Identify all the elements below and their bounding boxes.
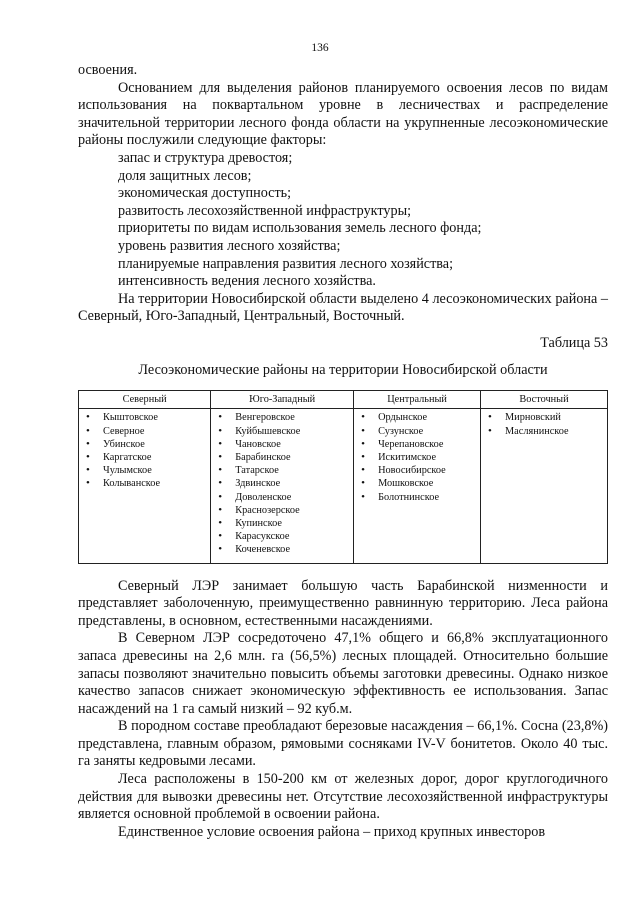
list-item: • Купинское — [213, 517, 351, 530]
body-paragraph: Северный ЛЭР занимает большую часть Барабинской низменности и представляет заболоченную, преимущественно равнинную территорию. Леса района представлены, в основном, естественными насаждениями. — [78, 577, 608, 629]
factor-item: запас и структура древостоя; — [118, 149, 293, 166]
list-item: • Черепановское — [356, 438, 478, 451]
list-item: • Татарское — [213, 464, 351, 477]
top-fragment: освоения. — [78, 62, 138, 78]
table-cell — [211, 409, 354, 563]
list-item: • Колыванское — [81, 477, 208, 490]
column-header: Центральный — [354, 391, 481, 409]
list-item: • Доволенское — [213, 491, 351, 504]
list-item: • Каргатское — [81, 451, 208, 464]
list-item: • Чулымское — [81, 464, 208, 477]
list-item: • Чановское — [213, 438, 351, 451]
factor-item: уровень развития лесного хозяйства; — [118, 237, 341, 254]
body-paragraph: В породном составе преобладают березовые насаждения – 66,1%. Сосна (23,8%) представлена, главным образом, рямовыми сосняками IV-V бонитетов. Около 40 тыс. га заняты кедровыми лесами. — [78, 718, 608, 770]
list-item: • Карасукское — [213, 530, 351, 543]
list-item: • Болотнинское — [356, 491, 478, 504]
list-item: • Северное — [81, 425, 208, 438]
list-item: • Мирновский — [483, 411, 605, 424]
list-item: • Маслянинское — [483, 425, 605, 438]
table-row — [79, 409, 608, 563]
body-paragraph: Леса расположены в 150-200 км от железных дорог, дорог круглогодичного действия для вывозки древесины нет. Отсутствие лесохозяйственной инфраструктуры является основной проблемой в освоении района. — [78, 771, 608, 823]
factor-item: планируемые направления развития лесного хозяйства; — [118, 255, 454, 272]
page-content — [78, 62, 608, 841]
factor-item: доля защитных лесов; — [118, 167, 252, 184]
regions-paragraph: На территории Новосибирской области выделено 4 лесоэкономических района – Северный, Юго-Западный, Центральный, Восточный. — [78, 290, 608, 325]
factor-item: развитость лесохозяйственной инфраструктуры; — [118, 202, 412, 219]
page-number: 136 — [311, 42, 329, 54]
list-item: • Ордынское — [356, 411, 478, 424]
list-item: • Куйбышевское — [213, 425, 351, 438]
list-item: • Краснозерское — [213, 504, 351, 517]
factor-item: интенсивность ведения лесного хозяйства. — [118, 273, 376, 290]
list-item: • Здвинское — [213, 477, 351, 490]
list-item: • Искитимское — [356, 451, 478, 464]
list-item: • Убинское — [81, 438, 208, 451]
table-number: Таблица 53 — [540, 334, 608, 351]
list-item: • Коченевское — [213, 543, 351, 556]
intro-paragraph: Основанием для выделения районов планируемого освоения лесов по видам использования на поквартальном уровне в лесничествах и распределение значительной территории лесного фонда области на укрупненные лесоэкономические районы послужили следующие факторы: — [78, 79, 608, 149]
factor-item: приоритеты по видам использования земель лесного фонда; — [118, 220, 482, 237]
factors-list — [78, 150, 608, 291]
list-item: • Новосибирское — [356, 464, 478, 477]
column-header: Северный — [79, 391, 211, 409]
list-item: • Сузунское — [356, 425, 478, 438]
column-header: Восточный — [481, 391, 608, 409]
forestry-list-central — [356, 411, 478, 503]
list-item: • Барабинское — [213, 451, 351, 464]
table-cell — [79, 409, 211, 563]
column-header: Юго-Западный — [211, 391, 354, 409]
regions-table — [78, 390, 608, 563]
table-title: Лесоэкономические районы на территории Новосибирской области — [138, 361, 548, 378]
forestry-list-north — [81, 411, 208, 490]
list-item: • Кыштовское — [81, 411, 208, 424]
body-paragraph: Единственное условие освоения района – приход крупных инвесторов — [118, 823, 546, 840]
forestry-list-southwest — [213, 411, 351, 556]
table-cell — [354, 409, 481, 563]
list-item: • Мошковское — [356, 477, 478, 490]
body-paragraph: В Северном ЛЭР сосредоточено 47,1% общего и 66,8% эксплуатационного запаса древесины на 2,6 млн. га (56,5%) лесных площадей. Относительно большие запасы позволяют значительно повысить объемы заготовки древесины. Однако низкое качество запасов снижает экономическую эффективность ее использования. Запас насаждений на 1 га самый низкий – 92 куб.м. — [78, 630, 608, 717]
table-header-row — [79, 391, 608, 409]
table-cell — [481, 409, 608, 563]
factor-item: экономическая доступность; — [118, 185, 292, 202]
list-item: • Венгеровское — [213, 411, 351, 424]
forestry-list-east — [483, 411, 605, 437]
